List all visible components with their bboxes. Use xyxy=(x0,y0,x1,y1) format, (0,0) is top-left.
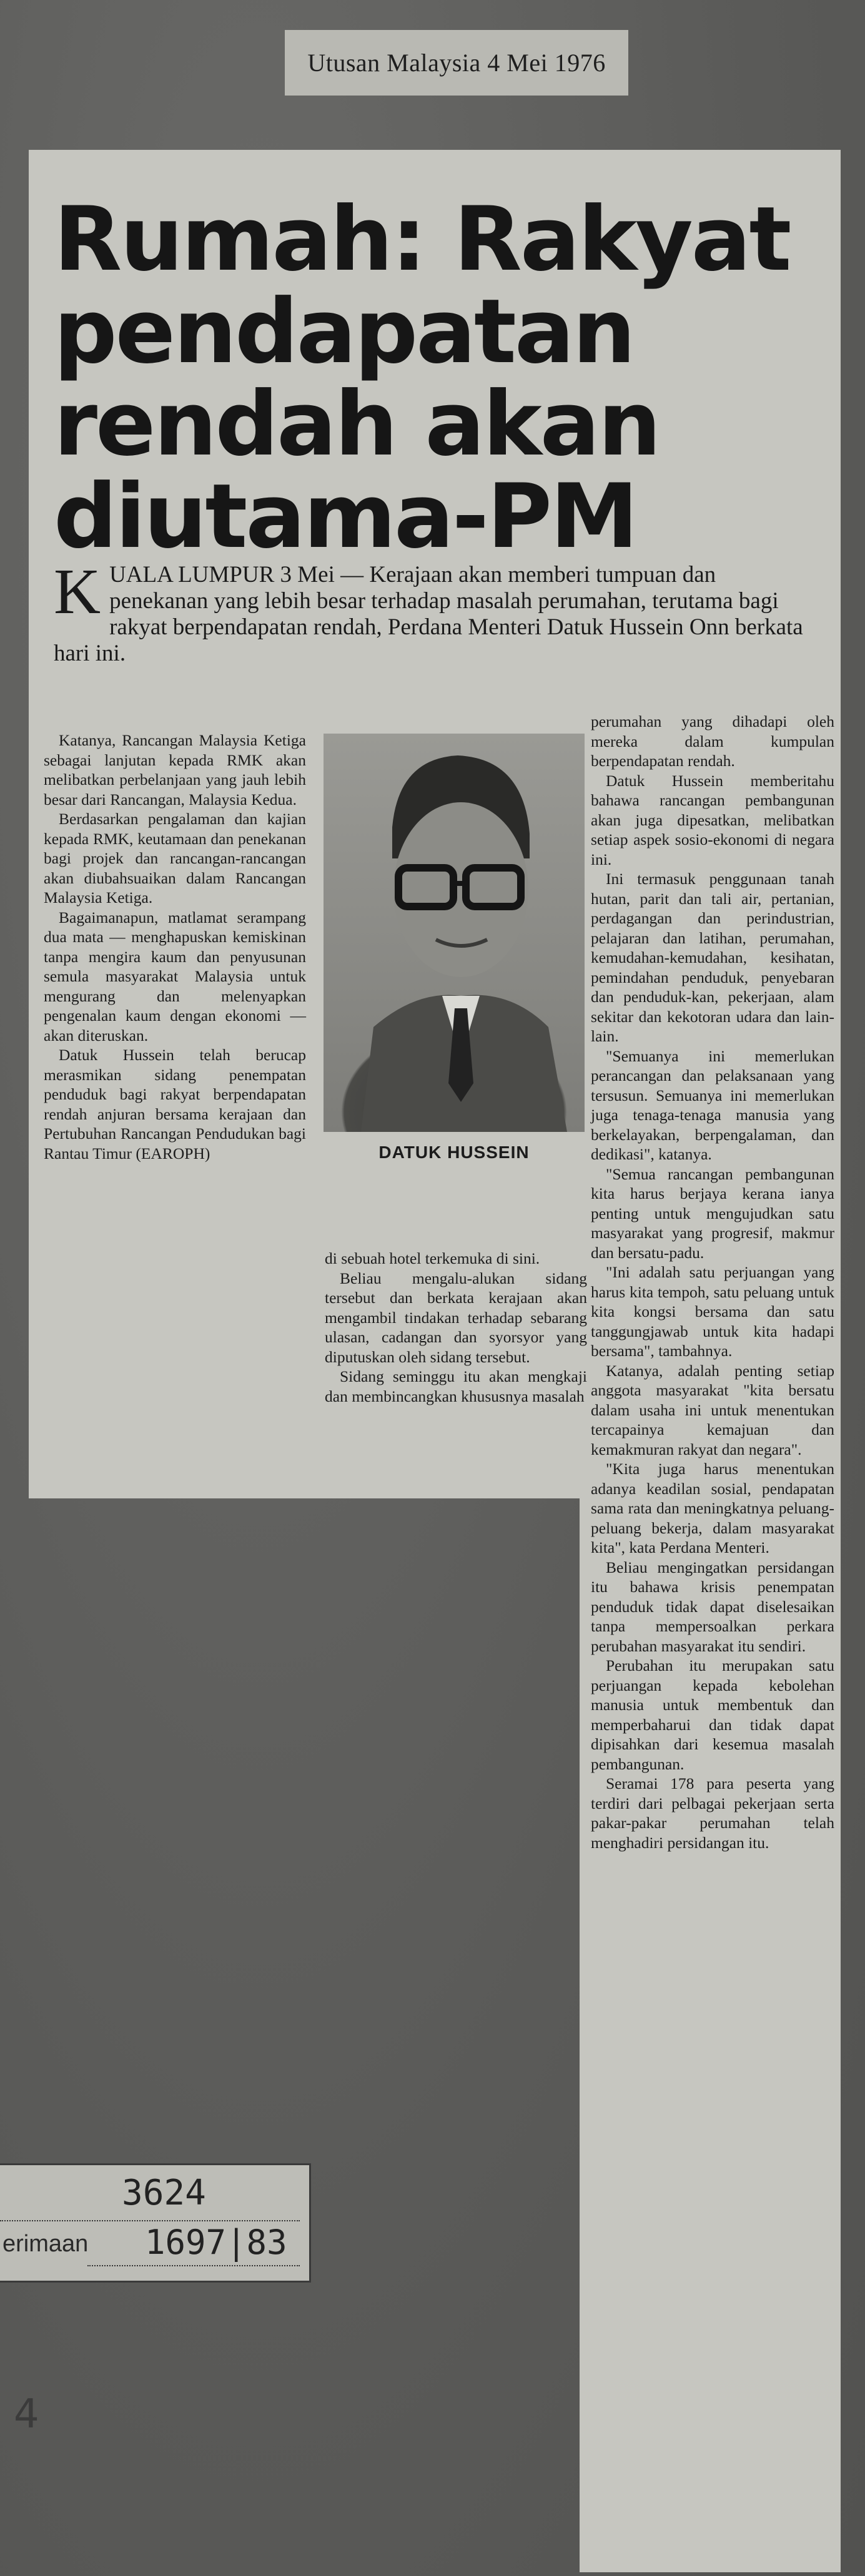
column-1 xyxy=(44,730,306,1163)
photo-caption: DATUK HUSSEIN xyxy=(378,1143,530,1162)
paragraph: Beliau mengalu-alukan sidang tersebut dan berkata kerajaan akan mengambil tindakan terhadap sebarang ulasan, cadangan dan syorsyor yang diputuskan oleh sidang tersebut. xyxy=(325,1269,587,1366)
stamp-divider xyxy=(87,2265,300,2266)
paragraph: "Semuanya ini memerlukan perancangan dan pelaksanaan yang tersusun. Semuanya ini memerlukan juga tenaga-tenaga manusia yang berkelayakan, berpengalaman, dan dedikasi", katanya. xyxy=(591,1046,834,1163)
paragraph: perumahan yang dihadapi oleh mereka dalam kumpulan berpendapatan rendah. xyxy=(591,712,834,770)
stamp-number-1: 3624 xyxy=(122,2173,206,2213)
paragraph: Datuk Hussein memberitahu bahawa rancangan pembangunan akan juga dipesatkan, melibatkan setiap aspek sosio-ekonomi di negara ini. xyxy=(591,771,834,868)
page-mark: 4 xyxy=(14,2391,39,2437)
paragraph: Datuk Hussein telah berucap merasmikan sidang penempatan penduduk bagi rakyat berpendapatan rendah anjuran bersama kerajaan dan Pertubuhan Rancangan Pendudukan bagi Rantau Timur (EAROPH) xyxy=(44,1046,306,1163)
stamp-divider xyxy=(0,2220,300,2221)
paragraph: Seramai 178 para peserta yang terdiri dari pelbagai pekerjaan serta pakar-pakar perumahan telah menghadiri persidangan itu. xyxy=(591,1774,834,1852)
drop-cap: K xyxy=(54,556,101,627)
headline: Rumah: Rakyat pendapatan rendah akan diutama-PM xyxy=(54,188,790,568)
paragraph: "Ini adalah satu perjuangan yang harus kita tempoh, satu peluang untuk kita kongsi bersama dan satu tanggungjawab untuk kita hadapi bersama", tambahnya. xyxy=(591,1263,834,1360)
paragraph: Sidang seminggu itu akan mengkaji dan membincangkan khususnya masalah xyxy=(325,1367,587,1405)
column-3 xyxy=(591,712,834,1852)
paragraph: Beliau mengingatkan persidangan itu bahawa krisis penempatan penduduk tidak dapat diselesaikan tanpa mempersoalkan perkara perubahan masyarakat itu sendiri. xyxy=(591,1558,834,1655)
portrait-drawing xyxy=(324,734,585,1132)
source-label: Utusan Malaysia 4 Mei 1976 xyxy=(285,30,628,96)
lead-paragraph xyxy=(54,556,816,667)
stamp-label: erimaan xyxy=(2,2231,89,2257)
portrait-photo xyxy=(324,734,585,1132)
paragraph: Bagaimanapun, matlamat serampang dua mata — menghapuskan kemiskinan tanpa mengira kaum dan penyusunan semula masyarakat Malaysia untuk mengurang dan melenyapkan pengenalan kaum dengan ekonomi — akan diteruskan. xyxy=(44,908,306,1045)
paragraph: Ini termasuk penggunaan tanah hutan, parit dan tali air, pertanian, perdagangan dan perindustrian, pelajaran dan latihan, perumahan, kemudahan-kemudahan, kesihatan, pemindahan penduduk, penyebaran dan penduduk-kan, pekerjaan, alam sekitar dan kekotoran udara dan lain-lain. xyxy=(591,870,834,1045)
paragraph: Katanya, adalah penting setiap anggota masyarakat "kita bersatu dalam usaha ini untuk menentukan tercapainya kemajuan dan kemakmuran rakyat dan negara". xyxy=(591,1361,834,1458)
paragraph: "Kita juga harus menentukan adanya keadilan sosial, pendapatan sama rata dan meningkatnya peluang-peluang bekerja, dalam masyarakat kita", kata Perdana Menteri. xyxy=(591,1460,834,1556)
column-2 xyxy=(325,1249,587,1406)
paragraph: "Semua rancangan pembangunan kita harus berjaya kerana ianya penting untuk mengujudkan satu masyarakat yang progresif, makmur dan bersatu-padu. xyxy=(591,1164,834,1262)
paragraph: Katanya, Rancangan Malaysia Ketiga sebagai lanjutan kepada RMK akan melibatkan perbelanjaan yang jauh lebih besar dari Rancangan, Malaysia Kedua. xyxy=(44,731,306,809)
lead-text: UALA LUMPUR 3 Mei — Kerajaan akan memberi tumpuan dan penekanan yang lebih besar terhadap masalah perumahan, terutama bagi rakyat berpendapatan rendah, Perdana Menteri Datuk Hussein Onn berkata hari ini. xyxy=(54,562,803,666)
paragraph: di sebuah hotel terkemuka di sini. xyxy=(325,1249,540,1267)
archive-stamp xyxy=(0,2163,311,2283)
paragraph: Berdasarkan pengalaman dan kajian kepada RMK, keutamaan dan penekanan bagi projek dan rancangan-rancangan akan diubahsuaikan dalam Rancangan Malaysia Ketiga. xyxy=(44,810,306,907)
stamp-number-2: 1697|83 xyxy=(145,2223,287,2262)
paragraph: Perubahan itu merupakan satu perjuangan kepada kebolehan manusia untuk membentuk dan memperbaharui dan tidak dapat dipisahkan dari kesemua masalah pembangunan. xyxy=(591,1656,834,1773)
